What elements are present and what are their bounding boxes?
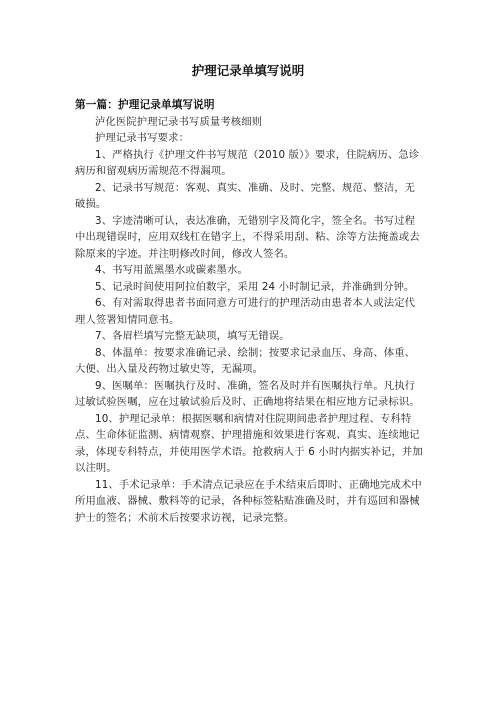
document-subtitle: 泸化医院护理记录书写质量考核细则	[95, 115, 263, 128]
requirement-item-2: 2、记录书写规范：客观、真实、准确、及时、完整、规范、整洁，无破损。	[75, 181, 416, 210]
document-body	[75, 97, 423, 526]
requirement-item-4: 4、书写用蓝黑墨水或碳素墨水。	[95, 264, 248, 276]
requirement-item-7: 7、各眉栏填写完整无缺项，填写无错误。	[95, 330, 290, 342]
requirement-item-5: 5、记录时间使用阿拉伯数字，采用 24 小时制记录，并准确到分钟。	[95, 280, 415, 293]
requirement-item-3: 3、字迹清晰可认，表达准确，无错别字及简化字，签全名。书写过程中出现错误时，应用双线杠在错字上，不得采用刮、粘、涂等方法掩盖或去除原来的字迹。并注明修改时间，修改人签名。	[75, 214, 420, 260]
requirement-item-8: 8、体温单：按要求准确记录、绘制；按要求记录血压、身高、体重、大便、出入量及药物过敏史等，无漏项。	[75, 346, 416, 375]
requirement-item-11: 11、手术记录单：手术清点记录应在手术结束后即时、正确地完成术中所用血液、器械、敷料等的记录，各种标签粘贴准确及时，并有巡回和器械护士的签名；术前术后按要求访视，记录完整。	[75, 478, 422, 524]
requirement-item-9: 9、医嘱单：医嘱执行及时、准确，签名及时并有医嘱执行单。凡执行过敏试验医嘱，应在过敏试验后及时、正确地将结果在相应地方记录标识。	[75, 379, 420, 408]
requirement-item-1: 1、严格执行《护理文件书写规范（2010 版）》要求，住院病历、急诊病历和留观病历需规范不得漏项。	[75, 148, 420, 177]
requirements-heading: 护理记录书写要求：	[95, 132, 190, 144]
requirement-item-6: 6、有对需取得患者书面同意方可进行的护理活动由患者本人或法定代理人签署知情同意书。	[75, 297, 416, 326]
requirement-item-10: 10、护理记录单：根据医嘱和病情对住院期间患者护理过程、专科特点、生命体征监测、病情观察、护理措施和效果进行客观、真实、连续地记录，体现专科特点，并使用医学术语。抢救病人于 6 小时内据实补记，并加以注明。	[75, 412, 423, 474]
section-heading: 第一篇：护理记录单填写说明	[75, 99, 215, 111]
document-title: 护理记录单填写说明	[191, 63, 305, 78]
